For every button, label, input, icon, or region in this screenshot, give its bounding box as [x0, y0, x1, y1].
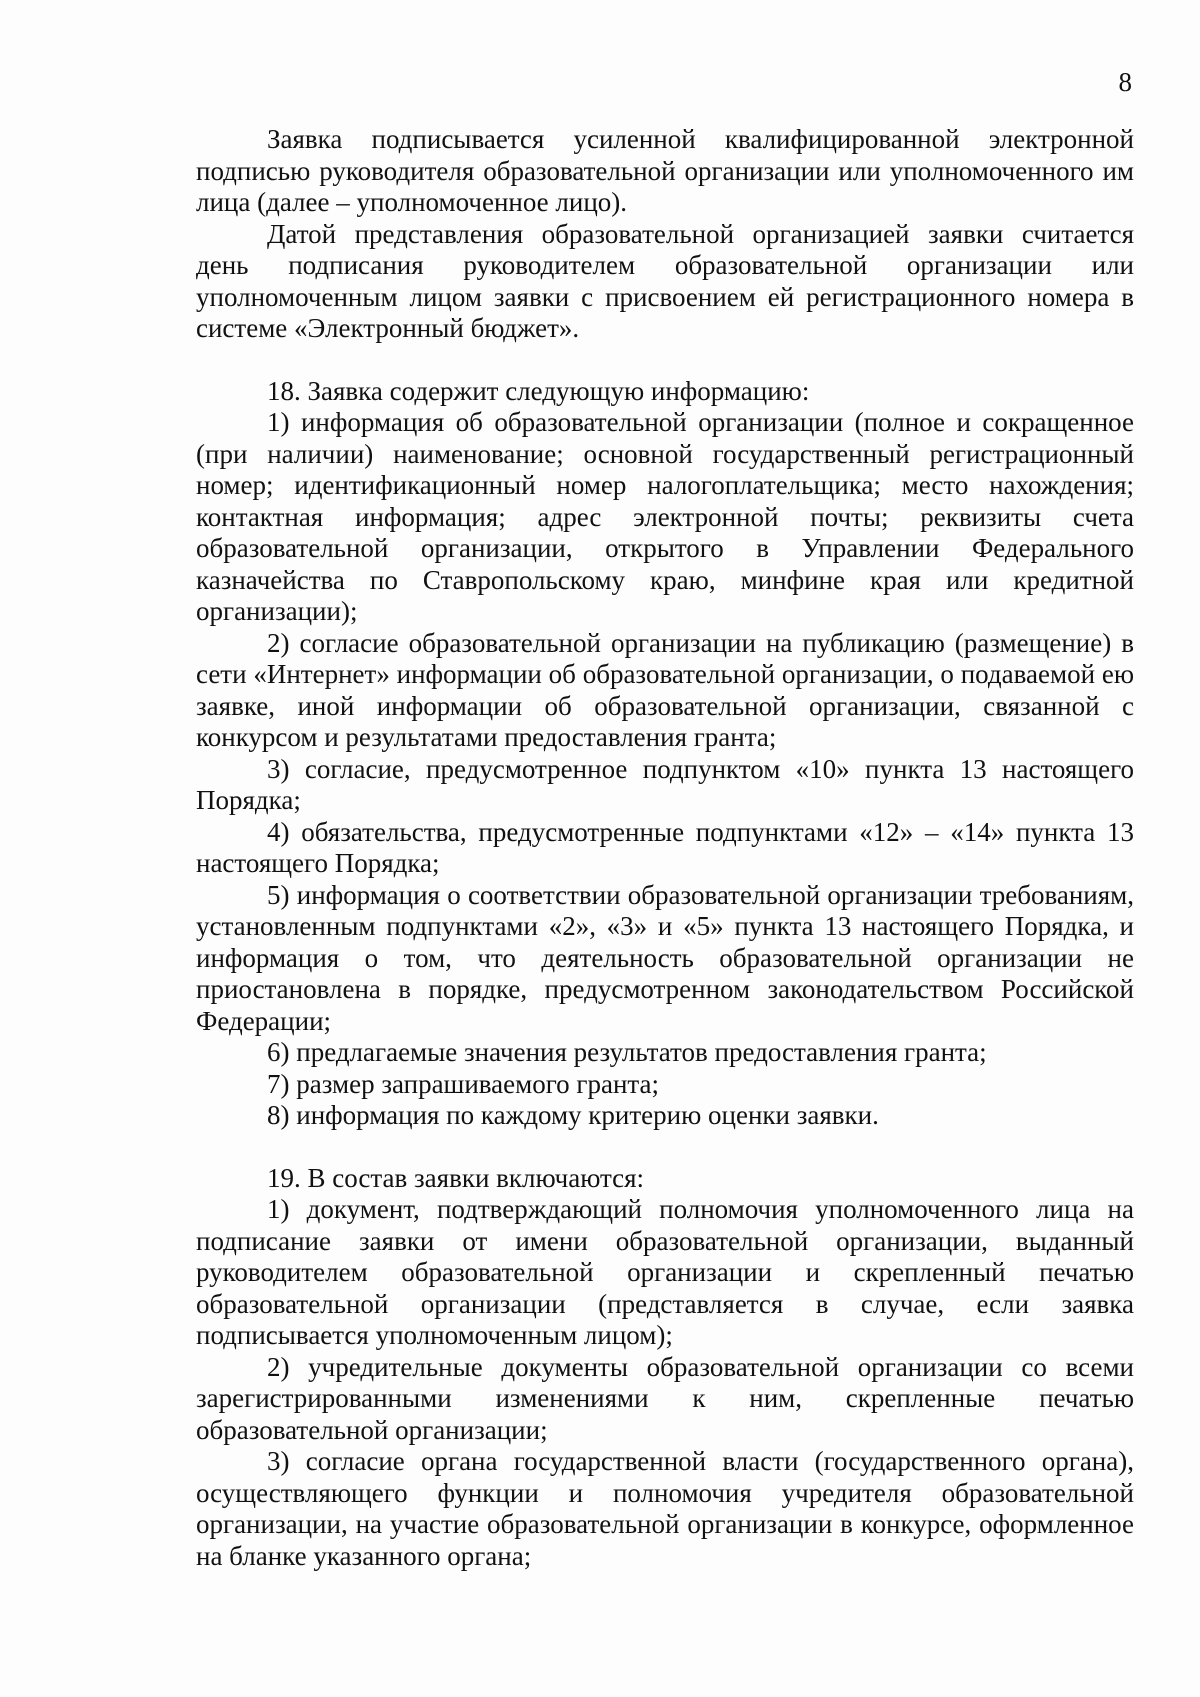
paragraph-signature: Заявка подписывается усиленной квалифицированной электронной подписью руководителя образовательной организации или уполномоченного им лица (далее – уполномоченное лицо).: [196, 124, 1134, 217]
section-19-item-2: 2) учредительные документы образовательной организации со всеми зарегистрированными изменениями к ним, скрепленные печатью образовательной организации;: [196, 1351, 1134, 1445]
document-body: [196, 124, 1134, 1572]
section-19-item-1: 1) документ, подтверждающий полномочия уполномоченного лица на подписание заявки от имени образовательной организации, выданный руководителем образовательной организации и скрепленный печатью образовательной организации (представляется в случае, если заявка подписывается уполномоченным лицом);: [196, 1194, 1134, 1350]
section-19-heading: 19. В состав заявки включаются:: [267, 1162, 645, 1193]
section-18-item-1: 1) информация об образовательной организации (полное и сокращенное (при наличии) наименование; основной государственный регистрационный номер; идентификационный номер налогоплательщика; место нахождения; контактная информация; адрес электронной почты; реквизиты счета образовательной организации, открытого в Управлении Федерального казначейства по Ставропольскому краю, минфине края или кредитной организации);: [196, 407, 1134, 626]
section-18-item-8: 8) информация по каждому критерию оценки заявки.: [267, 1100, 879, 1130]
page-number: 8: [1118, 67, 1132, 97]
section-18-item-4: 4) обязательства, предусмотренные подпунктами «12» – «14» пункта 13 настоящего Порядка;: [196, 816, 1134, 878]
section-18-heading: 18. Заявка содержит следующую информацию:: [267, 375, 810, 406]
section-18-item-2: 2) согласие образовательной организации на публикацию (размещение) в сети «Интернет» информации об образовательной организации, о подаваемой ею заявке, иной информации об образовательной организации, связанной с конкурсом и результатами предоставления гранта;: [196, 627, 1134, 752]
section-18-item-3: 3) согласие, предусмотренное подпунктом «10» пункта 13 настоящего Порядка;: [196, 753, 1134, 815]
paragraph-submission-date: Датой представления образовательной организацией заявки считается день подписания руководителем образовательной организации или уполномоченным лицом заявки с присвоением ей регистрационного номера в системе «Электронный бюджет».: [196, 218, 1134, 343]
section-19-item-3: 3) согласие органа государственной власти (государственного органа), осуществляющего функции и полномочия учредителя образовательной организации, на участие образовательной организации в конкурсе, оформленное на бланке указанного органа;: [196, 1446, 1134, 1571]
section-18-item-7: 7) размер запрашиваемого гранта;: [267, 1068, 660, 1099]
section-18-item-5: 5) информация о соответствии образовательной организации требованиям, установленным подпунктами «2», «3» и «5» пункта 13 настоящего Порядка, и информация о том, что деятельность образовательной организации не приостановлена в порядке, предусмотренном законодательством Российской Федерации;: [196, 879, 1134, 1036]
section-18-item-6: 6) предлагаемые значения результатов предоставления гранта;: [267, 1037, 987, 1067]
